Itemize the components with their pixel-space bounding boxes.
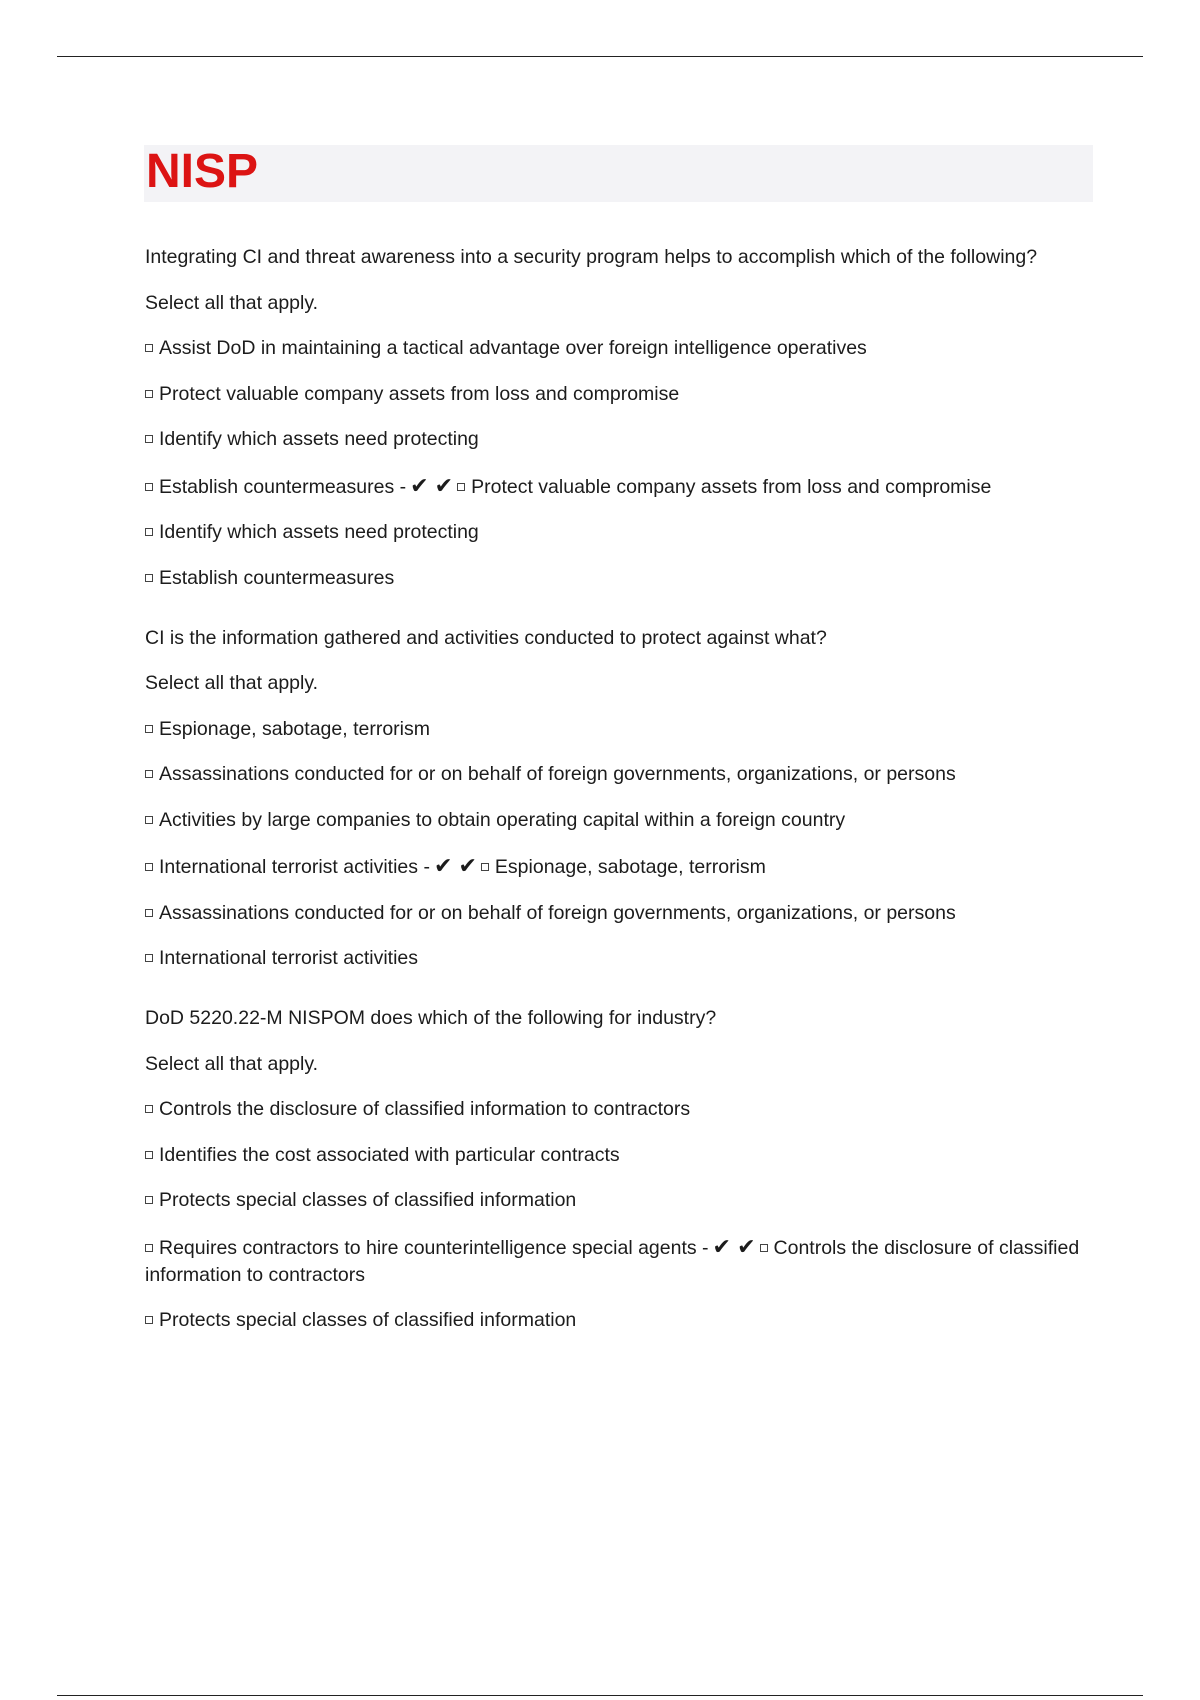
answer-label: Controls the disclosure of classified information to contractors: [145, 1236, 1080, 1286]
answer-item: [145, 945, 1095, 972]
answer-item: [145, 565, 1095, 592]
question-instruction: Select all that apply.: [145, 291, 319, 314]
answer-label: Espionage, sabotage, terrorism: [494, 856, 766, 878]
option-label: Establish countermeasures -: [159, 475, 407, 498]
question-block-3: [145, 1005, 1095, 1334]
question-text: DoD 5220.22-M NISPOM does which of the following for industry?: [145, 1007, 717, 1029]
answer-label: Protects special classes of classified information: [159, 1309, 577, 1331]
answer-label: Establish countermeasures: [159, 566, 395, 589]
bottom-rule: [57, 1695, 1143, 1696]
option-label: Assist DoD in maintaining a tactical advantage over foreign intelligence operatives: [159, 337, 867, 359]
answer-label: Protect valuable company assets from loss and compromise: [471, 475, 992, 498]
checkbox-icon: [145, 816, 153, 824]
checkbox-icon: [145, 528, 153, 536]
option-label: Activities by large companies to obtain operating capital within a foreign country: [159, 808, 846, 831]
question-text: CI is the information gathered and activities conducted to protect against what?: [145, 626, 827, 649]
page-title: NISP: [146, 145, 259, 198]
checkbox-icon: [145, 574, 153, 582]
checkbox-icon: [760, 1244, 768, 1252]
option-item: [145, 1187, 1095, 1214]
checkbox-icon: [145, 1244, 153, 1252]
checkbox-icon: [145, 1105, 153, 1113]
option-item: [145, 426, 1095, 453]
option-item: [145, 807, 1095, 834]
answer-item: [145, 900, 1095, 927]
option-label: Requires contractors to hire counterintelligence special agents -: [159, 1236, 709, 1259]
question-instruction: Select all that apply.: [145, 672, 319, 694]
checkbox-icon: [145, 909, 153, 917]
option-item: [145, 1142, 1095, 1169]
answer-line: [145, 852, 1095, 881]
option-label: Protects special classes of classified information: [159, 1189, 577, 1211]
checkbox-icon: [145, 390, 153, 398]
title-band: [144, 145, 1093, 202]
checkbox-icon: [145, 483, 153, 491]
option-label: Espionage, sabotage, terrorism: [159, 717, 430, 740]
answer-label: International terrorist activities: [159, 947, 419, 969]
checkbox-icon: [145, 770, 153, 778]
document-body: [145, 244, 1095, 1367]
option-label: Controls the disclosure of classified information to contractors: [159, 1098, 691, 1120]
option-label: Identifies the cost associated with particular contracts: [159, 1143, 620, 1166]
checkbox-icon: [145, 863, 153, 871]
question-instruction: Select all that apply.: [145, 1052, 319, 1075]
option-item: [145, 761, 1095, 788]
checkbox-icon: [145, 1196, 153, 1204]
answer-label: Identify which assets need protecting: [159, 521, 479, 543]
checkbox-icon: [145, 1151, 153, 1159]
checkbox-icon: [145, 344, 153, 352]
question-block-2: [145, 625, 1095, 973]
checkbox-icon: [145, 725, 153, 733]
question-text: Integrating CI and threat awareness into a security program helps to accomplish which of the following?: [145, 246, 1038, 268]
checkmark-icon: ✔ ✔: [433, 853, 477, 878]
checkbox-icon: [145, 435, 153, 443]
checkmark-icon: ✔ ✔: [712, 1233, 756, 1259]
checkbox-icon: [145, 1316, 153, 1324]
option-item: [145, 335, 1095, 362]
checkbox-icon: [481, 863, 489, 871]
checkmark-icon: ✔ ✔: [410, 472, 454, 498]
answer-label: Assassinations conducted for or on behalf of foreign governments, organizations, or persons: [159, 901, 956, 924]
answer-line: [145, 1233, 1095, 1289]
answer-item: [145, 1307, 1095, 1334]
answer-line: [145, 472, 1095, 501]
option-label: International terrorist activities -: [159, 856, 430, 878]
option-label: Assassinations conducted for or on behalf of foreign governments, organizations, or persons: [159, 763, 956, 785]
option-item: [145, 1096, 1095, 1123]
option-label: Identify which assets need protecting: [159, 428, 479, 450]
checkbox-icon: [145, 954, 153, 962]
answer-item: [145, 519, 1095, 546]
checkbox-icon: [457, 483, 465, 491]
top-rule: [57, 56, 1143, 57]
option-label: Protect valuable company assets from loss and compromise: [159, 382, 680, 405]
option-item: [145, 381, 1095, 408]
option-item: [145, 716, 1095, 743]
question-block-1: [145, 244, 1095, 592]
